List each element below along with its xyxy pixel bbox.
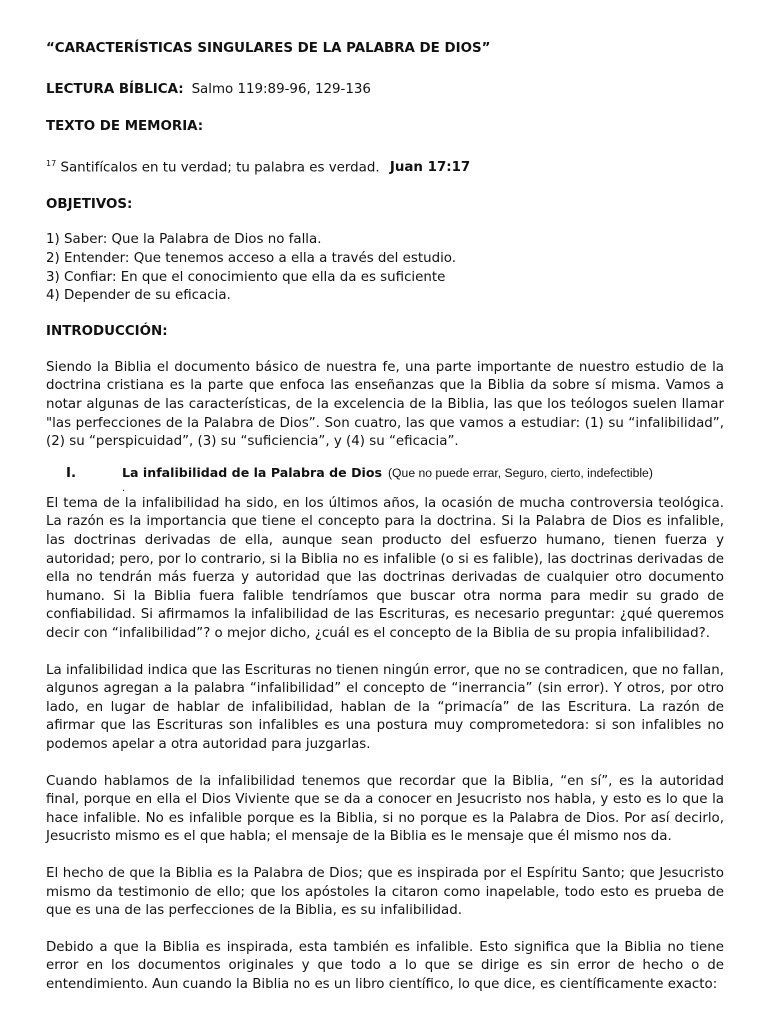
list-item: 3) Confiar: En que el conocimiento que ella da es suficiente bbox=[46, 269, 446, 285]
section-definition: (Que no puede errar, Seguro, cierto, indefectible) bbox=[388, 465, 653, 480]
body-paragraph: Cuando hablamos de la infalibilidad tenemos que recordar que la Biblia, “en sí”, es la autoridad final, porque en ella el Dios Viviente que se da a conocer en Jesucristo nos habla, y esto es lo que la hace infalible. No es infalible porque es la Biblia, si no porque es la Palabra de Dios. Por así decirlo, Jesucristo mismo es el que habla; el mensaje de la Biblia es le mensaje que él mismo nos da. bbox=[46, 773, 724, 845]
section-number: I. bbox=[66, 465, 77, 481]
list-item: 1) Saber: Que la Palabra de Dios no falla. bbox=[46, 232, 322, 248]
verse-text: Santifícalos en tu verdad; tu palabra es verdad. bbox=[60, 160, 380, 176]
body-paragraph: El tema de la infalibilidad ha sido, en los últimos años, la ocasión de mucha controversia teológica. La razón es la importancia que tiene el concepto para la doctrina. Si la Palabra de Dios es infalible, las doctrinas derivadas de ella, aunque sean producto del esfuerzo humano, tienen fuerza y autoridad; pero, por lo contrario, si la Biblia no es infalible (o si es falible), las doctrinas derivadas de ella no tendrán más fuerza y autoridad que las doctrinas derivadas de cualquier otro documento humano. Si la Biblia fuera falible tendríamos que buscar otra norma para medir su grado de confiabilidad. Si afirmamos la infalibilidad de las Escrituras, es necesario preguntar: ¿qué queremos decir con “infalibilidad”? o mejor dicho, ¿cuál es el concepto de la Biblia de su propia infalibilidad?. bbox=[46, 495, 724, 641]
lectura-value: Salmo 119:89-96, 129-136 bbox=[191, 82, 371, 97]
section-title: La infalibilidad de la Palabra de Dios bbox=[122, 464, 382, 480]
list-item: 4) Depender de su eficacia. bbox=[46, 288, 231, 304]
body-paragraph: La infalibilidad indica que las Escrituras no tienen ningún error, que no se contradicen, que no fallan, algunos agregan a la palabra “infalibilidad” el concepto de “inerrancia” (sin error). Y otros, por otro lado, en lugar de hablar de infalibilidad, hablan de la “primacía” de las Escritura. La razón de afirmar que las Escrituras son infalibles es una postura muy comprometedora: si son infalibles no podemos apelar a otra autoridad para juzgarlas. bbox=[46, 662, 724, 752]
lectura-label: LECTURA BÍBLICA: bbox=[46, 82, 184, 97]
document-page bbox=[46, 40, 724, 994]
verse-reference: Juan 17:17 bbox=[389, 160, 471, 176]
introduccion-label: INTRODUCCIÓN: bbox=[46, 323, 168, 339]
lectura-line bbox=[46, 81, 724, 99]
introduccion-paragraph: Siendo la Biblia el documento básico de nuestra fe, una parte importante de nuestro estudio de la doctrina cristiana es la parte que enfoca las enseñanzas que la Biblia da sobre sí misma. Vamos a notar algunas de las características, de la excelencia de la Biblia, las que los teólogos suelen llamar "las perfecciones de la Palabra de Dios”. Son cuatro, las que vamos a estudiar: (1) su “infalibilidad”, (2) su “perspicuidad”, (3) su “suficiencia”, y (4) su “eficacia”. bbox=[46, 359, 724, 450]
memoria-verse bbox=[46, 155, 724, 177]
section-dot: . bbox=[122, 482, 126, 494]
verse-number: 17 bbox=[46, 159, 57, 168]
objetivos-list bbox=[46, 231, 724, 305]
list-item: 2) Entender: Que tenemos acceso a ella a través del estudio. bbox=[46, 251, 457, 267]
document-title: “CARACTERÍSTICAS SINGULARES DE LA PALABRA DE DIOS” bbox=[46, 41, 491, 56]
section-heading bbox=[46, 464, 724, 483]
objetivos-label: OBJETIVOS: bbox=[46, 197, 133, 213]
body-paragraph: Debido a que la Biblia es inspirada, esta también es infalible. Esto significa que la Biblia no tiene error en los documentos originales y que todo a lo que se dirige es sin error de hecho o de entendimiento. Aun cuando la Biblia no es un libro científico, lo que dice, es científicamente exacto: bbox=[46, 939, 724, 992]
body-paragraph: El hecho de que la Biblia es la Palabra de Dios; que es inspirada por el Espíritu Santo; que Jesucristo mismo da testimonio de ello; que los apóstoles la citaron como inapelable, todo esto es prueba de que es una de las perfecciones de la Biblia, es su infalibilidad. bbox=[46, 865, 724, 919]
memoria-label: TEXTO DE MEMORIA: bbox=[46, 119, 204, 134]
